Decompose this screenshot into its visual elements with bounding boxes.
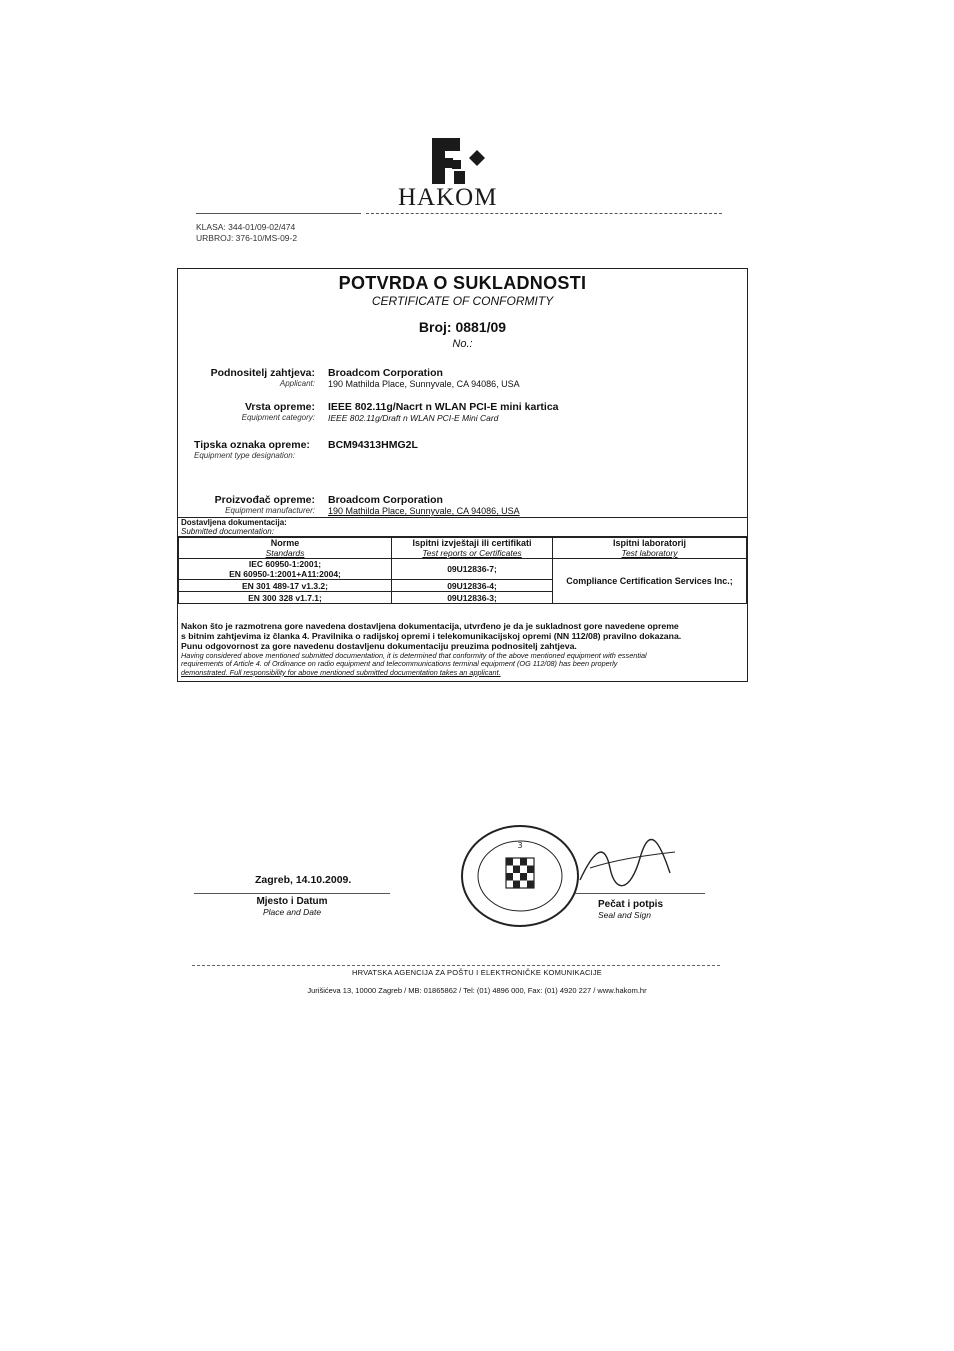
submitted-docs-heading: Dostavljena dokumentacija: Submitted documentation: <box>178 517 747 537</box>
applicant-value: Broadcom Corporation 190 Mathilda Place, Sunnyvale, CA 94086, USA <box>328 367 520 389</box>
place-date: Zagreb, 14.10.2009. <box>255 874 352 886</box>
footer-address: Jurišićeva 13, 10000 Zagreb / MB: 01865862 / Tel: (01) 4896 000, Fax: (01) 4920 227 / www.hakom.hr <box>307 986 647 995</box>
certificate-number-en: No.: <box>452 338 473 350</box>
place-date-rule <box>194 893 390 894</box>
report-cell: 09U12836-3; <box>392 592 553 604</box>
seal-sign-label: Pečat i potpis Seal and Sign <box>598 899 664 920</box>
category-label: Vrsta opreme: Equipment category: <box>241 401 315 422</box>
certificate-box <box>177 268 748 682</box>
header-rule-right <box>366 213 722 214</box>
standard-cell: IEC 60950-1:2001; EN 60950-1:2001+A11:2004; <box>179 559 392 580</box>
logo-wordmark: HAKOM <box>398 184 498 211</box>
klasa: KLASA: 344-01/09-02/474 <box>196 222 296 232</box>
manufacturer-value: Broadcom Corporation 190 Mathilda Place, Sunnyvale, CA 94086, USA <box>328 494 520 516</box>
table-header-row <box>179 538 747 559</box>
report-cell: 09U12836-4; <box>392 580 553 592</box>
standard-cell: EN 300 328 v1.7.1; <box>179 592 392 604</box>
certificate-title: POTVRDA O SUKLADNOSTI <box>338 273 587 293</box>
official-seal-icon <box>458 820 588 932</box>
laboratory-cell: Compliance Certification Services Inc.; <box>553 559 747 604</box>
category-value: IEEE 802.11g/Nacrt n WLAN PCI-E mini kartica IEEE 802.11g/Draft n WLAN PCI-E Mini Card <box>328 401 559 423</box>
manufacturer-label: Proizvođač opreme: Equipment manufacturer: <box>214 494 315 515</box>
applicant-label: Podnositelj zahtjeva: Applicant: <box>210 367 315 388</box>
report-cell: 09U12836-7; <box>392 559 553 580</box>
table-row <box>179 559 747 580</box>
seal-sign-rule <box>575 893 705 894</box>
certificate-subtitle: CERTIFICATE OF CONFORMITY <box>371 294 554 308</box>
header-rule-left <box>196 213 361 214</box>
conclusion-text: Nakon što je razmotrena gore navedena dostavljena dokumentacija, utvrđeno je da je sukladnost gore navedene opreme s bitnim zahtjevima iz članka 4. Pravilnika o radijskoj opremi i telekomunikacijskoj opremi (NN 112/08) pravilno dokazana. Punu odgovornost za gore navedenu dostavljenu dokumentaciju preuzima podnositelj zahtjeva. Having considered above mentioned submitted documentation, it is determined that conformity of the above mentioned equipment with essential requirements of Article 4. of Ordinance on radio equipment and telecommunications terminal equipment (OG 112/08) has been properly demonstrated. Full responsibility for above mentioned submitted documentation takes an applicant. <box>181 621 682 677</box>
hakom-logo-icon <box>430 136 490 188</box>
standard-cell: EN 301 489-17 v1.3.2; <box>179 580 392 592</box>
documentation-table <box>178 537 747 604</box>
urbroj: URBROJ: 376-10/MS-09-2 <box>196 233 298 243</box>
place-date-label: Mjesto i Datum Place and Date <box>256 896 328 917</box>
header-reports: Ispitni izvještaji ili certifikati Test reports or Certificates <box>392 538 553 559</box>
footer-organization: HRVATSKA AGENCIJA ZA POŠTU I ELEKTRONIČKE KOMUNIKACIJE <box>351 968 603 977</box>
type-value: BCM94313HMG2L <box>328 439 418 451</box>
seal-number: 3 <box>517 841 523 850</box>
footer-rule <box>192 965 720 966</box>
header-laboratory: Ispitni laboratorij Test laboratory <box>553 538 747 559</box>
certificate-number: Broj: 0881/09 <box>418 319 507 335</box>
signature-icon <box>570 838 680 898</box>
header-standards: Norme Standards <box>179 538 392 559</box>
type-label: Tipska oznaka opreme: Equipment type designation: <box>194 439 310 460</box>
